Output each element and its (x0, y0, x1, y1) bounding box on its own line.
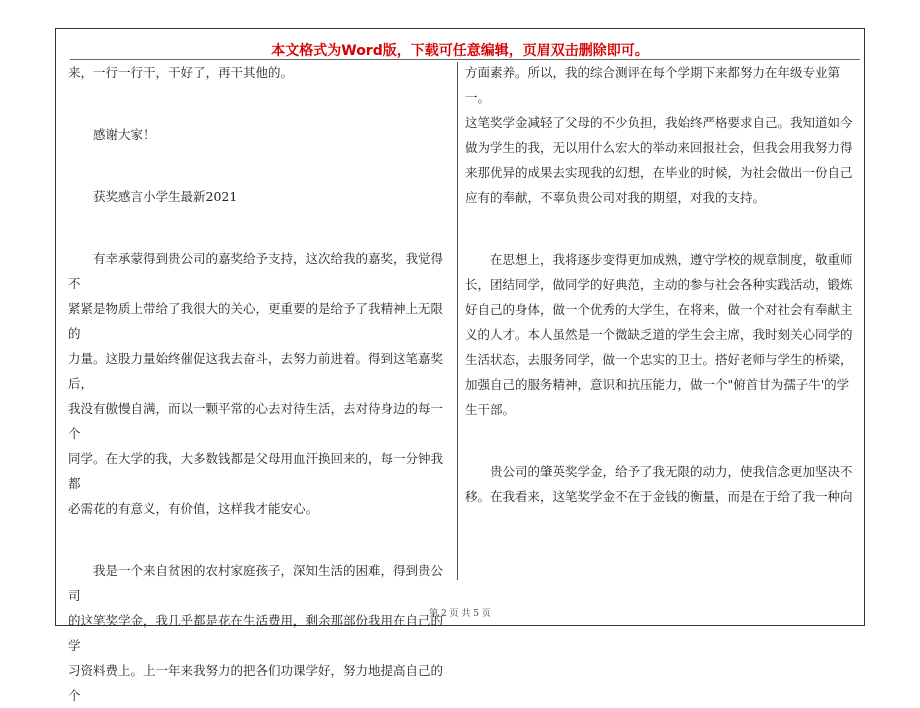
paragraph-line: 做为学生的我，无以用什么宏大的举动来回报社会，但我会用我努力得 (465, 140, 853, 155)
paragraph-line: 力量。这股力量始终催促这我去奋斗，去努力前进着。得到这笔嘉奖后， (68, 351, 444, 391)
paragraph-line: 必需花的有意义，有价值，这样我才能安心。 (68, 501, 319, 516)
right-column (465, 60, 857, 509)
paragraph-line: 生活状态，去服务同学，做一个忠实的卫士。搭好老师与学生的桥梁， (465, 352, 853, 367)
paragraph-line: 我没有傲慢自满，而以一颗平常的心去对待生活，去对待身边的每一个 (68, 401, 444, 441)
paragraph-line: 这笔奖学金减轻了父母的不少负担，我始终严格要求自己。我知道如今 (465, 115, 853, 130)
column-divider (457, 62, 458, 580)
paragraph-line: 移。在我看来，这笔奖学金不在于金钱的衡量，而是在于给了我一种向 (465, 489, 853, 504)
paragraph-line: 我是一个来自贫困的农村家庭孩子，深知生活的困难，得到贵公司 (68, 563, 444, 603)
paragraph-line: 习资料费上。上一年来我努力的把各们功课学好，努力地提高自己的个 (68, 663, 444, 703)
section-heading: 获奖感言小学生最新2021 (93, 189, 238, 204)
page-number: 第 2 页 共 5 页 (429, 609, 491, 619)
paragraph-line: 感谢大家！ (93, 127, 156, 142)
header-banner: 本文格式为Word版，下载可任意编辑，页眉双击删除即可。 (271, 43, 649, 59)
paragraph-line: 生干部。 (465, 402, 516, 417)
paragraph-line: 有幸承蒙得到贵公司的嘉奖给予支持，这次给我的嘉奖，我觉得不 (68, 251, 444, 291)
paragraph-line: 加强自己的服务精神，意识和抗压能力，做一个"俯首甘为孺子牛'的学 (465, 377, 850, 392)
paragraph-line: 在思想上，我将逐步变得更加成熟，遵守学校的规章制度，敬重师 (490, 252, 853, 267)
paragraph-line: 来那优异的成果去实现我的幻想，在毕业的时候，为社会做出一份自己 (465, 165, 853, 180)
paragraph-line: 方面素养。所以，我的综合测评在每个学期下来都努力在年级专业第一。 (465, 65, 841, 105)
paragraph-line: 来，一行一行干，干好了，再干其他的。 (68, 65, 294, 80)
paragraph-line: 同学。在大学的我，大多数钱都是父母用血汗换回来的，每一分钟我都 (68, 451, 444, 491)
paragraph-line: 应有的奉献，不辜负贵公司对我的期望，对我的支持。 (465, 190, 766, 205)
paragraph-line: 义的人才。本人虽然是一个微缺乏道的学生会主席，我时刻关心同学的 (465, 327, 853, 342)
paragraph-line: 长，团结同学，做同学的好典范，主动的参与社会各种实践活动，锻炼 (465, 277, 853, 292)
paragraph-line: 贵公司的肇英奖学金，给予了我无限的动力，使我信念更加坚决不 (490, 464, 853, 479)
paragraph-line: 的这笔奖学金，我几乎都是花在生活费用，剩余那部份我用在自己的学 (68, 613, 444, 653)
paragraph-line: 好自己的身体，做一个优秀的大学生，在将来，做一个对社会有奉献主 (465, 302, 853, 317)
paragraph-line: 紧紧是物质上带给了我很大的关心，更重要的是给予了我精神上无限的 (68, 301, 444, 341)
